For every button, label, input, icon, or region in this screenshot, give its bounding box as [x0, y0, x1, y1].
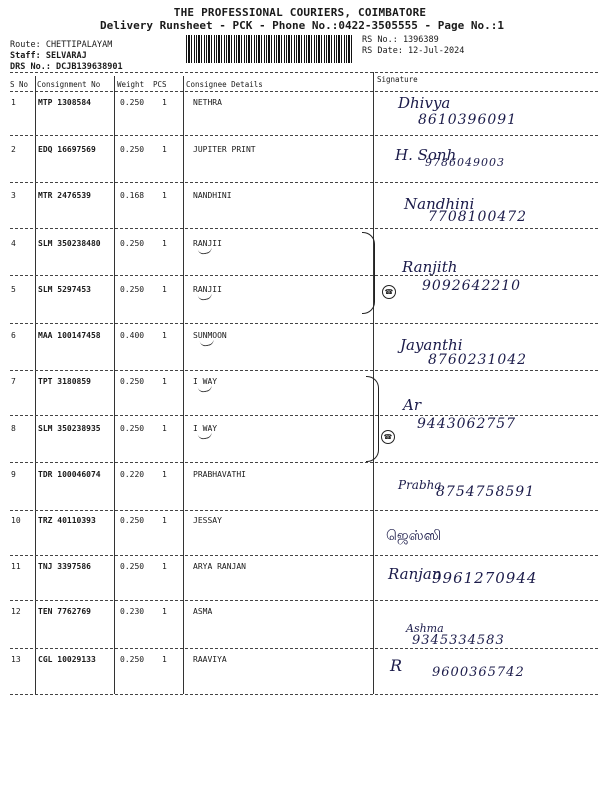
table-top-rule: [10, 72, 598, 73]
column-divider: [183, 76, 184, 694]
row-weight: 0.230: [120, 607, 145, 616]
row-divider: [10, 648, 598, 649]
row-pcs: 1: [162, 98, 167, 107]
row-signature: [386, 528, 441, 546]
row-consignee: NETHRA: [193, 98, 222, 107]
signature-name: Ar: [403, 396, 422, 414]
row-signature: [404, 195, 527, 225]
row-consignment: TDR 100046074: [38, 470, 101, 479]
rs-number: RS No.: 1396389: [362, 35, 439, 45]
row-signature: [400, 336, 527, 368]
row-signature: [395, 146, 505, 169]
row-consignment: MTP 1308584: [38, 98, 91, 107]
signature-phone: 9786049003: [425, 156, 505, 169]
row-pcs: 1: [162, 239, 167, 248]
row-sno: 6: [11, 331, 16, 340]
row-consignee: JESSAY: [193, 516, 222, 525]
row-signature: [406, 622, 505, 648]
row-signature: [398, 478, 535, 500]
row-consignment: SLM 5297453: [38, 285, 91, 294]
row-sno: 1: [11, 98, 16, 107]
row-sno: 10: [11, 516, 21, 525]
row-sno: 9: [11, 470, 16, 479]
row-consignee: ASMA: [193, 607, 213, 616]
row-weight: 0.400: [120, 331, 145, 340]
row-consignee: RANJII: [193, 285, 222, 294]
signature-phone: 9600365742: [432, 665, 525, 680]
check-mark-icon: [197, 384, 212, 393]
row-pcs: 1: [162, 331, 167, 340]
column-divider: [114, 76, 115, 694]
signature-name: Ranjan: [388, 565, 442, 583]
row-divider: [10, 462, 598, 463]
row-consignee: PRABHAVATHI: [193, 470, 246, 479]
company-title: THE PROFESSIONAL COURIERS, COIMBATORE: [173, 6, 427, 19]
row-consignee: ARYA RANJAN: [193, 562, 246, 571]
row-consignment: TPT 3180859: [38, 377, 91, 386]
signature-name: Prabha: [398, 478, 442, 492]
signature-name: H. Sonh: [395, 146, 457, 164]
row-sno: 12: [11, 607, 21, 616]
row-divider: [10, 555, 598, 556]
row-consignment: TNJ 3397586: [38, 562, 91, 571]
row-consignee: RAAVIYA: [193, 655, 227, 664]
barcode-image: [186, 35, 352, 63]
check-mark-icon: [197, 246, 212, 255]
signature-phone: 8760231042: [428, 352, 528, 368]
row-pcs: 1: [162, 424, 167, 433]
row-signature: [398, 94, 517, 128]
row-pcs: 1: [162, 285, 167, 294]
row-sno: 5: [11, 285, 16, 294]
rs-date: RS Date: 12-Jul-2024: [362, 46, 465, 56]
row-consignee: SUNMOON: [193, 331, 227, 340]
row-consignee: I WAY: [193, 424, 218, 433]
row-signature: [388, 565, 537, 587]
row-pcs: 1: [162, 377, 167, 386]
row-consignment: EDQ 16697569: [38, 145, 96, 154]
row-weight: 0.250: [120, 562, 145, 571]
row-consignment: TEN 7762769: [38, 607, 91, 616]
row-consignment: CGL 10029133: [38, 655, 96, 664]
row-sno: 11: [11, 562, 21, 571]
signature-name: Nandhini: [404, 195, 475, 213]
row-weight: 0.250: [120, 239, 145, 248]
row-divider: [10, 135, 598, 136]
signature-phone: 7708100472: [428, 209, 528, 225]
check-mark-icon: [199, 338, 214, 347]
row-consignment: SLM 350238480: [38, 239, 101, 248]
row-pcs: 1: [162, 470, 167, 479]
row-divider: [10, 510, 598, 511]
row-weight: 0.250: [120, 424, 145, 433]
bracket-mark: [362, 232, 375, 314]
circled-mark-icon: ☎: [381, 430, 395, 444]
row-divider: [10, 370, 598, 371]
circled-mark-icon: ☎: [382, 285, 396, 299]
row-signature: [403, 396, 516, 432]
row-sno: 3: [11, 191, 16, 200]
row-consignment: MAA 100147458: [38, 331, 101, 340]
row-sno: 4: [11, 239, 16, 248]
signature-name: Jayanthi: [400, 336, 463, 354]
row-weight: 0.250: [120, 145, 145, 154]
row-consignment: MTR 2476539: [38, 191, 91, 200]
row-weight: 0.250: [120, 377, 145, 386]
signature-name: R: [390, 656, 403, 675]
row-pcs: 1: [162, 191, 167, 200]
row-divider: [10, 228, 598, 229]
col-header-signature: Signature: [377, 75, 418, 84]
row-weight: 0.220: [120, 470, 145, 479]
col-header-sno: S No: [10, 80, 29, 89]
table-bottom-rule: [10, 694, 598, 695]
row-pcs: 1: [162, 562, 167, 571]
col-header-consignee: Consignee Details: [186, 80, 263, 89]
row-divider: [10, 182, 598, 183]
row-consignment: SLM 350238935: [38, 424, 101, 433]
row-consignment: TRZ 40110393: [38, 516, 96, 525]
table-header-rule: [10, 91, 598, 92]
column-divider: [35, 76, 36, 694]
signature-phone: 9961270944: [432, 569, 538, 587]
row-sno: 8: [11, 424, 16, 433]
signature-phone: 9443062757: [417, 416, 517, 432]
row-sno: 13: [11, 655, 21, 664]
row-pcs: 1: [162, 655, 167, 664]
staff-label: Staff: SELVARAJ: [10, 51, 87, 61]
row-sno: 7: [11, 377, 16, 386]
col-header-consignment: Consignment No: [37, 80, 101, 89]
row-divider: [10, 323, 598, 324]
row-pcs: 1: [162, 516, 167, 525]
col-header-pcs: PCS: [153, 80, 167, 89]
row-weight: 0.250: [120, 655, 145, 664]
signature-phone: 8610396091: [418, 112, 518, 128]
row-consignee: NANDHINI: [193, 191, 232, 200]
signature-phone: 9092642210: [422, 278, 522, 294]
row-pcs: 1: [162, 607, 167, 616]
route-label: Route: CHETTIPALAYAM: [10, 40, 113, 50]
signature-name: Ashma: [406, 622, 444, 635]
row-weight: 0.250: [120, 516, 145, 525]
signature-phone: 9345334583: [412, 633, 505, 648]
signature-name: Dhivya: [398, 94, 451, 112]
drs-number: DRS No.: DCJB139638901: [10, 62, 123, 72]
check-mark-icon: [197, 431, 212, 440]
row-weight: 0.250: [120, 98, 145, 107]
bracket-mark: [366, 376, 379, 462]
row-consignee: JUPITER PRINT: [193, 145, 256, 154]
signature-name: Ranjith: [402, 258, 458, 276]
runsheet-title: Delivery Runsheet - PCK - Phone No.:0422-3505555 - Page No.:1: [100, 19, 504, 32]
row-weight: 0.168: [120, 191, 145, 200]
row-weight: 0.250: [120, 285, 145, 294]
row-signature: [390, 656, 525, 680]
row-divider: [10, 600, 598, 601]
row-sno: 2: [11, 145, 16, 154]
signature-name: ஜெஸ்ஸி: [386, 528, 442, 544]
row-consignee: I WAY: [193, 377, 218, 386]
row-signature: [402, 258, 521, 294]
signature-phone: 8754758591: [436, 484, 536, 500]
check-mark-icon: [197, 292, 212, 301]
col-header-weight: Weight: [117, 80, 145, 89]
row-consignee: RANJII: [193, 239, 222, 248]
row-pcs: 1: [162, 145, 167, 154]
